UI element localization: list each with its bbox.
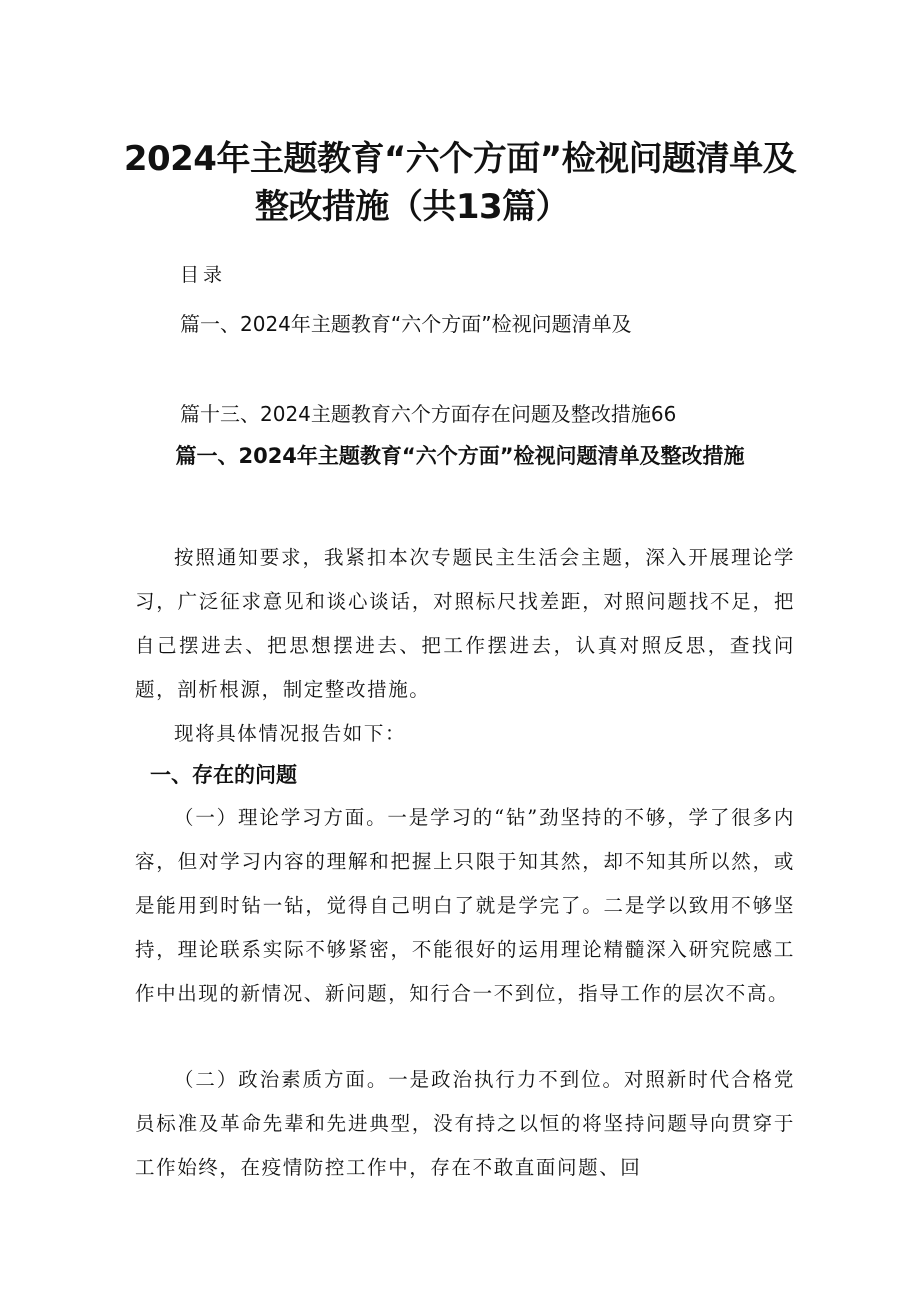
intro-paragraph: 按照通知要求，我紧扣本次专题民主生活会主题，深入开展理论学习，广泛征求意见和谈心谈话，对照标尺找差距，对照问题找不足，把自己摆进去、把思想摆进去、把工作摆进去，认真对照反思，查找问题，剖析根源，制定整改措施。 <box>135 546 795 701</box>
politics-paragraph: （二）政治素质方面。一是政治执行力不到位。对照新时代合格党员标准及革命先辈和先进典型，没有持之以恒的将坚持问题导向贯穿于工作始终，在疫情防控工作中，存在不敢直面问题、回 <box>135 1068 795 1179</box>
report-line: 现将具体情况报告如下： <box>174 722 407 745</box>
document-title-line-1: 2024年主题教育“六个方面”检视问题清单及 <box>123 139 797 179</box>
toc-item-1[interactable]: 篇一、2024年主题教育“六个方面”检视问题清单及 <box>180 312 632 336</box>
heading-problems: 一、存在的问题 <box>150 763 297 787</box>
toc-heading: 目录 <box>180 264 227 286</box>
toc-item-13[interactable]: 篇十三、2024主题教育六个方面存在问题及整改措施66 <box>180 402 677 426</box>
document-title-line-2: 整改措施（共13篇） <box>254 187 570 227</box>
theory-paragraph: （一）理论学习方面。一是学习的“钻”劲坚持的不够，学了很多内容，但对学习内容的理解和把握上只限于知其然，却不知其所以然，或是能用到时钻一钻，觉得自己明白了就是学完了。二是学以致用不够坚持，理论联系实际不够紧密，不能很好的运用理论精髓深入研究院感工作中出现的新情况、新问题，知行合一不到位，指导工作的层次不高。 <box>135 806 795 1005</box>
section-title: 篇一、2024年主题教育“六个方面”检视问题清单及整改措施 <box>175 444 745 468</box>
